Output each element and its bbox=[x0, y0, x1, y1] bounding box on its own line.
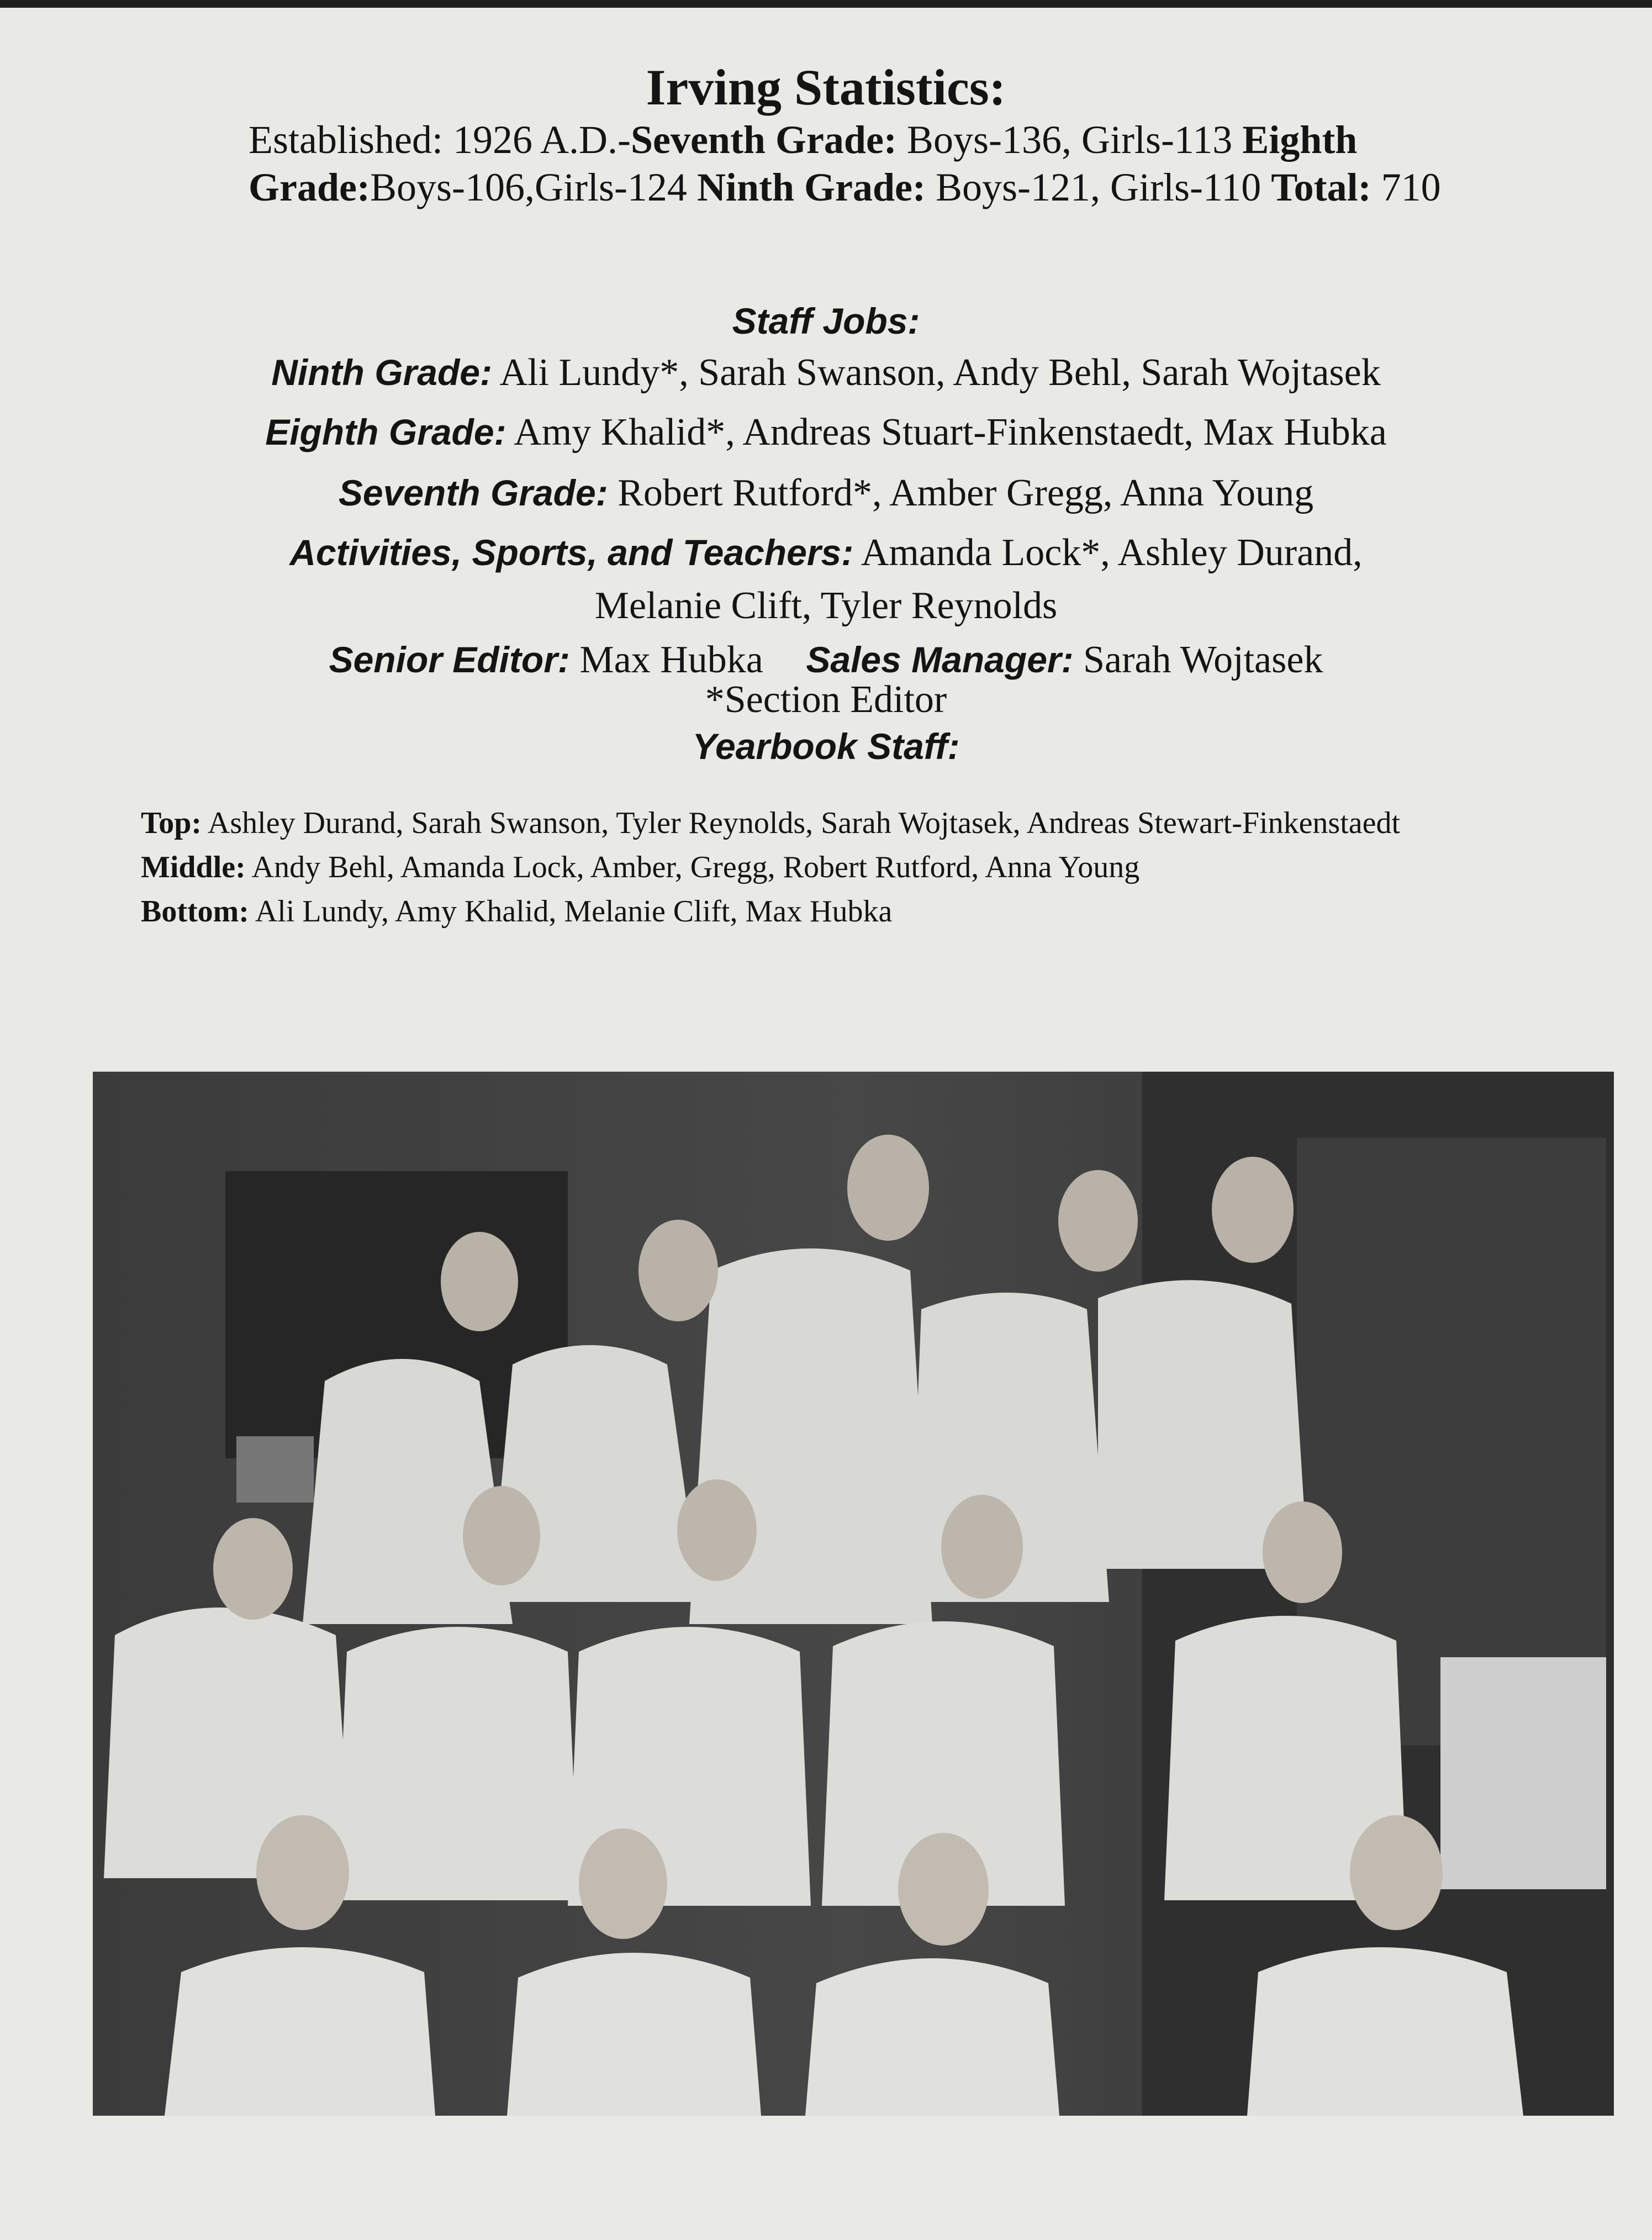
job-line-eighth-grade bbox=[0, 413, 1652, 452]
yearbook-staff-group-photo bbox=[93, 1072, 1614, 2116]
total-label: Total: bbox=[1271, 165, 1371, 209]
senior-editor-label: Senior Editor: bbox=[329, 639, 570, 680]
yearbook-staff-heading: Yearbook Staff: bbox=[692, 726, 960, 767]
established-value: 1926 A.D.- bbox=[442, 118, 631, 162]
section-editor-note-line bbox=[0, 678, 1652, 721]
seventh-grade-value: Boys-136, Girls-113 bbox=[896, 118, 1243, 162]
job-line-ninth-grade bbox=[0, 351, 1652, 394]
roster-top-row bbox=[141, 801, 1466, 845]
eighth-grade-job-label: Eighth Grade: bbox=[265, 412, 506, 452]
ninth-grade-job-names: Ali Lundy*, Sarah Swanson, Andy Behl, Sarah Wojtasek bbox=[492, 351, 1381, 394]
job-line-seventh-grade bbox=[0, 474, 1652, 513]
roster-bottom-label: Bottom: bbox=[141, 894, 249, 929]
seventh-grade-label: Seventh Grade: bbox=[630, 118, 897, 162]
senior-editor-name: Max Hubka bbox=[569, 639, 773, 681]
roster-middle-label: Middle: bbox=[141, 850, 246, 884]
stats-title: Irving Statistics: bbox=[646, 59, 1006, 115]
roster-middle-row bbox=[141, 845, 1466, 889]
yearbook-roster bbox=[141, 801, 1466, 934]
roster-bottom-names: Ali Lundy, Amy Khalid, Melanie Clift, Max Hubka bbox=[249, 894, 893, 929]
eighth-grade-value: Boys-106,Girls-124 bbox=[370, 165, 697, 209]
activities-job-names-continued: Melanie Clift, Tyler Reynolds bbox=[594, 584, 1058, 627]
photo-background-printer bbox=[1440, 1657, 1606, 1889]
job-line-editors bbox=[0, 641, 1652, 679]
total-value: 710 bbox=[1371, 165, 1441, 209]
ninth-grade-job-label: Ninth Grade: bbox=[271, 352, 492, 393]
eighth-grade-label: Eighth Grade: bbox=[249, 118, 1358, 209]
staff-jobs-heading: Staff Jobs: bbox=[732, 301, 920, 341]
activities-job-names: Amanda Lock*, Ashley Durand, bbox=[853, 531, 1363, 574]
roster-middle-names: Andy Behl, Amanda Lock, Amber, Gregg, Robert Rutford, Anna Young bbox=[245, 850, 1140, 884]
section-editor-note: *Section Editor bbox=[705, 678, 947, 721]
established-label: Established: bbox=[249, 118, 443, 162]
seventh-grade-job-label: Seventh Grade: bbox=[338, 472, 608, 513]
photo-background-monitor bbox=[236, 1436, 314, 1503]
ninth-grade-value: Boys-121, Girls-110 bbox=[925, 165, 1271, 209]
sales-manager-label: Sales Manager: bbox=[806, 639, 1074, 680]
stats-paragraph bbox=[249, 116, 1469, 211]
roster-bottom-row bbox=[141, 889, 1466, 934]
eighth-grade-job-names: Amy Khalid*, Andreas Stuart-Finkenstaedt, Max Hubka bbox=[506, 411, 1387, 454]
activities-job-label: Activities, Sports, and Teachers: bbox=[289, 532, 854, 573]
group-photo-illustration bbox=[93, 1072, 1614, 2116]
job-line-activities bbox=[0, 531, 1652, 574]
page-top-edge bbox=[0, 0, 1652, 8]
job-line-activities-continued bbox=[0, 584, 1652, 627]
sales-manager-name: Sarah Wojtasek bbox=[1073, 639, 1323, 681]
roster-top-label: Top: bbox=[141, 806, 202, 840]
seventh-grade-job-names: Robert Rutford*, Amber Gregg, Anna Young bbox=[608, 472, 1314, 514]
roster-top-names: Ashley Durand, Sarah Swanson, Tyler Reynolds, Sarah Wojtasek, Andreas Stewart-Finkenstaedt bbox=[202, 806, 1401, 840]
ninth-grade-label: Ninth Grade: bbox=[696, 165, 926, 209]
